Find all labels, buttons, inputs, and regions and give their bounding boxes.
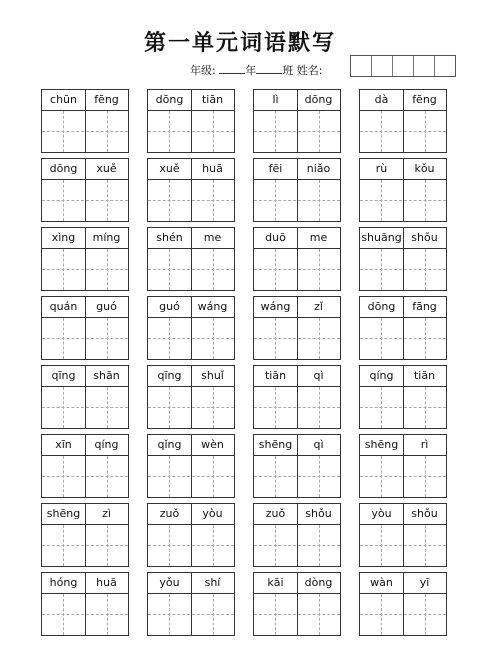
pinyin-syllable: dōng <box>304 93 333 106</box>
word-card <box>359 572 447 636</box>
guide-line <box>169 318 170 359</box>
pinyin-syllable: qì <box>313 438 324 451</box>
guide-line <box>425 456 426 497</box>
guide-line <box>63 111 64 152</box>
word-card <box>41 503 129 567</box>
pinyin-syllable: lì <box>272 93 279 106</box>
card-divider <box>297 90 298 152</box>
pinyin-syllable: zǐ <box>314 300 323 313</box>
card-divider <box>403 228 404 290</box>
pinyin-syllable: qíng <box>94 438 119 451</box>
word-card <box>41 158 129 222</box>
word-card <box>41 296 129 360</box>
word-card <box>147 572 235 636</box>
pinyin-syllable: kǒu <box>414 162 435 175</box>
pinyin-syllable: dōng <box>155 93 184 106</box>
word-card <box>41 365 129 429</box>
pinyin-syllable: shén <box>156 231 183 244</box>
word-card <box>41 227 129 291</box>
guide-line <box>381 318 382 359</box>
card-divider <box>191 297 192 359</box>
card-divider <box>85 366 86 428</box>
guide-line <box>63 387 64 428</box>
pinyin-syllable: guó <box>159 300 180 313</box>
pinyin-syllable: hóng <box>49 576 78 589</box>
pinyin-syllable: shuāng <box>361 231 402 244</box>
word-card <box>253 227 341 291</box>
word-card <box>359 296 447 360</box>
word-card <box>253 434 341 498</box>
card-divider <box>297 573 298 635</box>
guide-line <box>107 180 108 221</box>
guide-line <box>275 594 276 635</box>
card-divider <box>191 228 192 290</box>
guide-line <box>381 594 382 635</box>
pinyin-syllable: kāi <box>267 576 284 589</box>
card-divider <box>191 435 192 497</box>
pinyin-syllable: wáng <box>260 300 291 313</box>
pinyin-syllable: huā <box>96 576 117 589</box>
pinyin-syllable: qì <box>313 369 324 382</box>
pinyin-syllable: fēng <box>94 93 119 106</box>
guide-line <box>169 456 170 497</box>
grade-blank[interactable] <box>219 63 245 74</box>
pinyin-syllable: qīng <box>157 369 182 382</box>
card-divider <box>297 504 298 566</box>
guide-line <box>213 456 214 497</box>
guide-line <box>425 249 426 290</box>
pinyin-syllable: duō <box>265 231 286 244</box>
pinyin-syllable: shǒu <box>411 231 438 244</box>
guide-line <box>425 387 426 428</box>
class-blank[interactable] <box>256 63 282 74</box>
pinyin-syllable: zì <box>102 507 111 520</box>
pinyin-syllable: qíng <box>369 369 394 382</box>
card-divider <box>297 297 298 359</box>
guide-line <box>63 249 64 290</box>
guide-line <box>107 387 108 428</box>
word-card <box>147 89 235 153</box>
word-card <box>359 365 447 429</box>
pinyin-syllable: shēng <box>46 507 81 520</box>
pinyin-syllable: zuǒ <box>265 507 286 520</box>
card-divider <box>297 435 298 497</box>
pinyin-syllable: shēng <box>258 438 293 451</box>
card-divider <box>85 159 86 221</box>
card-divider <box>297 228 298 290</box>
card-divider <box>85 228 86 290</box>
word-card <box>41 434 129 498</box>
pinyin-syllable: xīn <box>55 438 72 451</box>
guide-line <box>319 318 320 359</box>
guide-line <box>319 525 320 566</box>
pinyin-syllable: quán <box>49 300 78 313</box>
pinyin-syllable: shǒu <box>305 507 332 520</box>
guide-line <box>169 387 170 428</box>
word-card <box>41 572 129 636</box>
guide-line <box>63 318 64 359</box>
pinyin-syllable: fēng <box>412 93 437 106</box>
card-divider <box>85 573 86 635</box>
card-divider <box>85 297 86 359</box>
guide-line <box>63 525 64 566</box>
word-card <box>253 296 341 360</box>
pinyin-syllable: dà <box>374 93 389 106</box>
pinyin-syllable: dōng <box>367 300 396 313</box>
id-box[interactable] <box>351 56 372 76</box>
pinyin-syllable: shí <box>204 576 221 589</box>
guide-line <box>213 249 214 290</box>
pinyin-syllable: rì <box>420 438 429 451</box>
card-divider <box>191 504 192 566</box>
pinyin-syllable: me <box>203 231 222 244</box>
word-card <box>147 365 235 429</box>
guide-line <box>107 456 108 497</box>
guide-line <box>63 180 64 221</box>
card-divider <box>85 435 86 497</box>
pinyin-syllable: fēi <box>268 162 283 175</box>
pinyin-syllable: yòu <box>371 507 392 520</box>
guide-line <box>425 594 426 635</box>
pinyin-syllable: dòng <box>304 576 333 589</box>
guide-line <box>425 525 426 566</box>
word-card <box>253 89 341 153</box>
pinyin-syllable: shuǐ <box>201 369 224 382</box>
guide-line <box>319 111 320 152</box>
page-title: 第一单元词语默写 <box>143 30 336 56</box>
guide-line <box>381 525 382 566</box>
pinyin-syllable: niǎo <box>306 162 331 175</box>
pinyin-syllable: fāng <box>412 300 437 313</box>
guide-line <box>107 318 108 359</box>
word-card <box>359 434 447 498</box>
guide-line <box>107 525 108 566</box>
pinyin-syllable: huā <box>202 162 223 175</box>
pinyin-syllable: xuě <box>159 162 180 175</box>
guide-line <box>213 387 214 428</box>
pinyin-syllable: tiān <box>201 93 224 106</box>
pinyin-syllable: wáng <box>197 300 228 313</box>
word-card <box>359 503 447 567</box>
word-card <box>41 89 129 153</box>
id-box[interactable] <box>372 56 393 76</box>
word-card <box>253 503 341 567</box>
id-box[interactable] <box>414 56 435 76</box>
guide-line <box>213 525 214 566</box>
card-divider <box>85 90 86 152</box>
guide-line <box>169 594 170 635</box>
word-card <box>147 434 235 498</box>
guide-line <box>381 387 382 428</box>
word-card <box>359 89 447 153</box>
name-label: 姓名: <box>296 64 323 77</box>
class-unit: 班 <box>282 64 294 77</box>
word-card <box>147 158 235 222</box>
card-divider <box>297 366 298 428</box>
guide-line <box>213 318 214 359</box>
guide-line <box>275 456 276 497</box>
pinyin-syllable: qīng <box>51 369 76 382</box>
pinyin-syllable: shǒu <box>411 507 438 520</box>
guide-line <box>169 249 170 290</box>
card-divider <box>403 504 404 566</box>
word-card <box>147 296 235 360</box>
pinyin-syllable: chūn <box>50 93 77 106</box>
pinyin-syllable: yī <box>419 576 430 589</box>
student-id-boxes[interactable] <box>350 55 456 77</box>
guide-line <box>275 387 276 428</box>
pinyin-syllable: shēng <box>364 438 399 451</box>
guide-line <box>107 594 108 635</box>
card-divider <box>297 159 298 221</box>
guide-line <box>319 456 320 497</box>
card-divider <box>403 573 404 635</box>
word-card <box>147 503 235 567</box>
pinyin-syllable: rù <box>375 162 388 175</box>
id-box[interactable] <box>435 56 455 76</box>
pinyin-syllable: wàn <box>370 576 393 589</box>
grade-unit: 年 <box>245 64 257 77</box>
pinyin-syllable: qǐng <box>157 438 182 451</box>
guide-line <box>275 525 276 566</box>
guide-line <box>107 111 108 152</box>
guide-line <box>319 387 320 428</box>
grade-label: 年级: <box>190 64 216 77</box>
pinyin-syllable: tiān <box>264 369 287 382</box>
word-card <box>359 227 447 291</box>
card-divider <box>191 159 192 221</box>
pinyin-syllable: yǒu <box>159 576 180 589</box>
card-divider <box>191 366 192 428</box>
word-card <box>253 158 341 222</box>
pinyin-syllable: yòu <box>202 507 223 520</box>
guide-line <box>425 318 426 359</box>
word-practice-grid <box>41 89 449 637</box>
guide-line <box>169 111 170 152</box>
guide-line <box>107 249 108 290</box>
guide-line <box>169 525 170 566</box>
guide-line <box>275 249 276 290</box>
guide-line <box>381 180 382 221</box>
guide-line <box>381 249 382 290</box>
pinyin-syllable: zuǒ <box>159 507 180 520</box>
guide-line <box>425 180 426 221</box>
guide-line <box>425 111 426 152</box>
pinyin-syllable: míng <box>92 231 121 244</box>
guide-line <box>63 594 64 635</box>
pinyin-syllable: guó <box>96 300 117 313</box>
guide-line <box>213 180 214 221</box>
pinyin-syllable: wèn <box>201 438 224 451</box>
pinyin-syllable: dōng <box>49 162 78 175</box>
guide-line <box>213 594 214 635</box>
guide-line <box>275 318 276 359</box>
word-card <box>253 572 341 636</box>
guide-line <box>381 456 382 497</box>
guide-line <box>319 180 320 221</box>
card-divider <box>403 435 404 497</box>
card-divider <box>403 366 404 428</box>
student-info-line <box>190 62 322 78</box>
pinyin-syllable: tiān <box>413 369 436 382</box>
word-card <box>147 227 235 291</box>
guide-line <box>319 249 320 290</box>
pinyin-syllable: shān <box>93 369 120 382</box>
guide-line <box>213 111 214 152</box>
card-divider <box>191 90 192 152</box>
card-divider <box>403 159 404 221</box>
pinyin-syllable: me <box>309 231 328 244</box>
card-divider <box>403 90 404 152</box>
pinyin-syllable: xuě <box>96 162 117 175</box>
guide-line <box>275 111 276 152</box>
guide-line <box>319 594 320 635</box>
word-card <box>359 158 447 222</box>
guide-line <box>169 180 170 221</box>
guide-line <box>381 111 382 152</box>
pinyin-syllable: xìng <box>51 231 76 244</box>
guide-line <box>275 180 276 221</box>
word-card <box>253 365 341 429</box>
card-divider <box>403 297 404 359</box>
id-box[interactable] <box>393 56 414 76</box>
guide-line <box>63 456 64 497</box>
card-divider <box>191 573 192 635</box>
card-divider <box>85 504 86 566</box>
